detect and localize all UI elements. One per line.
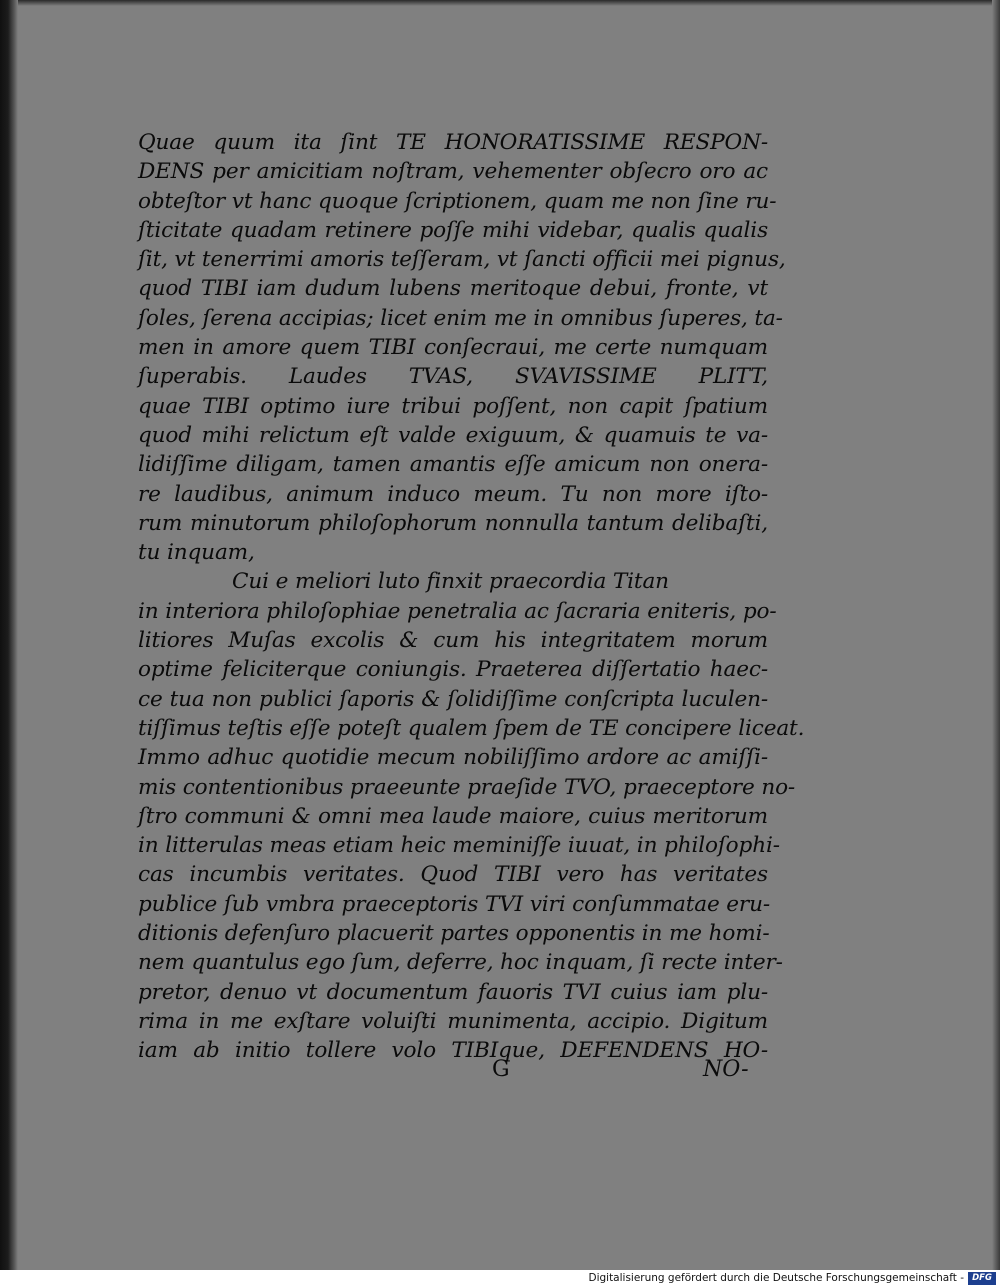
text-line: quod TIBI iam dudum lubens meritoque debui, fronte, vt — [138, 276, 768, 302]
text-line: ſoles, ſerena accipias; licet enim me in omnibus ſuperes, ta- — [138, 305, 783, 331]
page-shadow-left — [0, 0, 18, 1270]
page-shadow-right — [992, 0, 1000, 1270]
text-line: men in amore quem TIBI conſecraui, me certe numquam — [138, 335, 768, 361]
text-line: mis contentionibus praeeunte praeſide TVO, praeceptore no- — [138, 774, 796, 800]
text-line: ce tua non publici ſaporis & ſolidiſſime conſcripta luculen- — [138, 686, 768, 712]
body-text — [138, 128, 805, 1066]
text-line: lidiſſime diligam, tamen amantis eſſe amicum non onera- — [138, 452, 768, 478]
text-line: ſit, vt tenerrimi amoris teſſeram, vt ſancti officii mei pignus, — [138, 247, 786, 273]
text-line: in interiora philoſophiae penetralia ac ſacraria eniteris, po- — [138, 598, 777, 624]
page-shadow-top — [0, 0, 1000, 6]
dfg-logo-icon: DFG — [968, 1272, 996, 1285]
text-line: litiores Muſas excolis & cum his integritatem morum — [138, 628, 768, 654]
funding-notice: Digitalisierung gefördert durch die Deutsche Forschungsgemeinschaft - — [588, 1272, 964, 1284]
text-line: rima in me exſtare voluiſti munimenta, accipio. Digitum — [138, 1008, 768, 1034]
digitization-footer — [0, 1270, 1000, 1287]
text-line: obteſtor vt hanc quoque ſcriptionem, quam me non ſine ru- — [138, 188, 777, 214]
text-line: ditionis defenſuro placuerit partes opponentis in me homi- — [138, 921, 770, 947]
verse-quotation: Cui e meliori luto finxit praecordia Titan — [232, 569, 669, 595]
text-line: ſticitate quadam retinere poſſe mihi videbar, qualis qualis — [138, 217, 768, 243]
signature-mark: G — [492, 1057, 510, 1082]
text-line: tiſſimus teſtis eſſe poteſt qualem ſpem de TE concipere liceat. — [138, 715, 805, 741]
text-line: ſtro communi & omni mea laude maiore, cuius meritorum — [138, 803, 768, 829]
catchword: NO- — [703, 1057, 749, 1082]
text-line: iam ab initio tollere volo TIBIque, DEFENDENS HO- — [138, 1038, 768, 1064]
text-line: quod mihi relictum eſt valde exiguum, & quamuis te va- — [138, 422, 768, 448]
text-line: optime feliciterque coniungis. Praeterea diſſertatio haec- — [138, 657, 768, 683]
text-line: cas incumbis veritates. Quod TIBI vero has veritates — [138, 862, 768, 888]
text-line: rum minutorum philoſophorum nonnulla tantum delibaſti, — [138, 510, 768, 536]
text-line: nem quantulus ego ſum, deferre, hoc inquam, ſi recte inter- — [138, 950, 783, 976]
text-line: tu inquam, — [138, 540, 255, 566]
text-line: re laudibus, animum induco meum. Tu non more iſto- — [138, 481, 768, 507]
text-line: pretor, denuo vt documentum fauoris TVI cuius iam plu- — [138, 979, 768, 1005]
text-line: in litterulas meas etiam heic meminiſſe iuuat, in philoſophi- — [138, 833, 780, 859]
text-line: quae TIBI optimo iure tribui poſſent, non capit ſpatium — [138, 393, 768, 419]
text-line: DENS per amicitiam noſtram, vehementer obſecro oro ac — [138, 159, 768, 185]
text-line: Quae quum ita ſint TE HONORATISSIME RESPON- — [138, 130, 768, 155]
text-line: publice ſub vmbra praeceptoris TVI viri conſummatae eru- — [138, 891, 771, 917]
text-line: ſuperabis. Laudes TVAS, SVAVISSIME PLITT, — [138, 364, 768, 390]
text-line: Immo adhuc quotidie mecum nobiliſſimo ardore ac amiſſi- — [138, 745, 768, 771]
